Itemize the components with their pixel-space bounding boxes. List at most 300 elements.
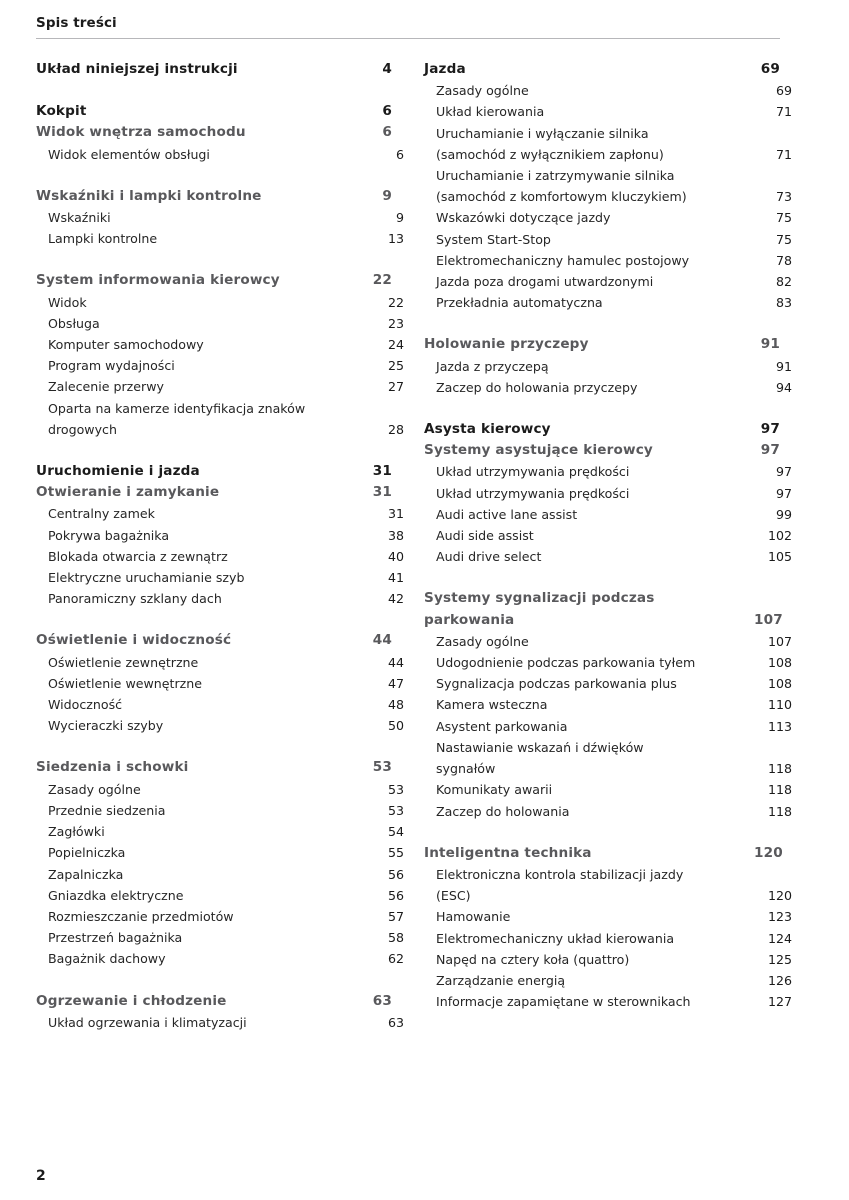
- toc-entry[interactable]: [36, 207, 404, 228]
- toc-entry-text: Siedzenia i schowki: [36, 759, 189, 776]
- dot-leader: [476, 900, 762, 901]
- toc-page-number: 99: [775, 506, 792, 522]
- section-spacer: [36, 440, 392, 461]
- toc-entry[interactable]: [424, 864, 792, 906]
- toc-entry[interactable]: [424, 588, 783, 630]
- toc-entry-text: Wycieraczki szyby: [48, 718, 164, 734]
- toc-page-number: 71: [775, 104, 792, 120]
- toc-entry[interactable]: [424, 928, 792, 949]
- toc-entry[interactable]: [424, 271, 792, 292]
- toc-entry[interactable]: [424, 801, 792, 822]
- dot-leader: [582, 519, 762, 520]
- toc-page-number: 125: [767, 951, 792, 967]
- dot-leader: [146, 794, 374, 795]
- dot-leader: [285, 286, 362, 287]
- toc-page-number: 53: [387, 802, 404, 818]
- toc-entry[interactable]: [424, 991, 792, 1012]
- dot-leader: [224, 497, 362, 498]
- toc-entry-text: Wskazówki dotyczące jazdy: [436, 210, 611, 226]
- toc-entry-text: Hamowanie: [436, 909, 511, 925]
- toc-entry-text: Zasady ogólne: [436, 633, 529, 649]
- toc-page-number: 91: [760, 336, 780, 353]
- toc-entry[interactable]: [424, 843, 783, 864]
- toc-page-number: 4: [382, 61, 392, 77]
- toc-entry[interactable]: [424, 525, 792, 546]
- toc-entry[interactable]: [424, 737, 792, 779]
- toc-page-number: 91: [775, 358, 792, 374]
- dot-leader: [549, 117, 762, 118]
- toc-entry-text: Bagażnik dachowy: [48, 951, 166, 967]
- toc-page-number: 63: [372, 992, 392, 1009]
- toc-page-number: 54: [387, 824, 404, 840]
- dot-leader: [519, 625, 750, 626]
- dot-leader: [251, 138, 362, 139]
- toc-entry[interactable]: [424, 779, 792, 800]
- toc-entry-text: Otwieranie i zamykanie: [36, 484, 220, 501]
- section-spacer: [424, 822, 780, 843]
- dot-leader: [127, 709, 374, 710]
- dot-leader: [546, 561, 762, 562]
- toc-page-number: 47: [387, 675, 404, 691]
- toc-entry-text: Przestrzeń bagażnika: [48, 930, 183, 946]
- toc-entry-text: Elektryczne uruchamianie szyb: [48, 570, 245, 586]
- section-spacer: [424, 313, 780, 334]
- toc-column-right: [424, 59, 792, 1012]
- toc-page-number: 110: [767, 697, 792, 713]
- toc-entry-text: Przednie siedzenia: [48, 802, 166, 818]
- dot-leader: [187, 942, 374, 943]
- dot-leader: [239, 921, 374, 922]
- dot-leader: [91, 116, 362, 117]
- dot-leader: [207, 688, 374, 689]
- toc-page-number: 44: [387, 654, 404, 670]
- toc-page-number: 6: [382, 103, 392, 120]
- dot-leader: [162, 243, 374, 244]
- toc-entry[interactable]: [36, 270, 392, 291]
- toc-entry-text: drogowych: [48, 421, 117, 437]
- dot-leader: [227, 603, 374, 604]
- toc-page-number: 53: [372, 759, 392, 776]
- toc-entry-text: Ogrzewanie i chłodzenie: [36, 992, 227, 1009]
- toc-entry[interactable]: [424, 949, 792, 970]
- toc-entry-text: Systemy asystujące kierowcy: [424, 442, 653, 459]
- toc-entry[interactable]: [424, 461, 792, 482]
- toc-page-number: 40: [387, 548, 404, 564]
- toc-entry[interactable]: [36, 673, 404, 694]
- toc-page-number: 56: [387, 887, 404, 903]
- toc-page-number: 123: [767, 909, 792, 925]
- toc-page-number: 73: [775, 189, 792, 205]
- toc-entry-text: Blokada otwarcia z zewnątrz: [48, 548, 228, 564]
- toc-page-number: 38: [387, 527, 404, 543]
- toc-page-number: 41: [387, 570, 404, 586]
- toc-entry[interactable]: [36, 376, 404, 397]
- toc-entry[interactable]: [36, 503, 404, 524]
- toc-entry-text: Inteligentna technika: [424, 844, 592, 861]
- toc-entry[interactable]: [424, 59, 780, 80]
- toc-entry-text: Systemy sygnalizacji podczas: [424, 590, 655, 607]
- toc-entry-text: Widok: [48, 294, 87, 310]
- toc-entry-text: Układ niniejszej instrukcji: [36, 61, 238, 77]
- toc-entry-text: Obsługa: [48, 315, 100, 331]
- toc-entry[interactable]: [36, 461, 392, 482]
- dot-leader: [243, 74, 362, 75]
- toc-entry[interactable]: [36, 927, 404, 948]
- toc-entry[interactable]: [424, 440, 780, 461]
- toc-entry-text: Kamera wsteczna: [436, 697, 548, 713]
- dot-leader: [130, 858, 374, 859]
- toc-page-number: 97: [775, 464, 792, 480]
- toc-entry[interactable]: [36, 842, 404, 863]
- toc-entry[interactable]: [36, 228, 404, 249]
- toc-entry-text: Asysta kierowcy: [424, 421, 551, 438]
- toc-entry-text: Układ utrzymywania prędkości: [436, 464, 630, 480]
- toc-page-number: 56: [387, 866, 404, 882]
- dot-leader: [608, 307, 762, 308]
- toc-entry-text: Komunikaty awarii: [436, 782, 553, 798]
- toc-entry[interactable]: [424, 101, 792, 122]
- toc-entry-text: Układ ogrzewania i klimatyzacji: [48, 1014, 247, 1030]
- dot-leader: [597, 858, 750, 859]
- dot-leader: [700, 667, 762, 668]
- toc-page-number: 31: [387, 506, 404, 522]
- toc-entry-text: Informacje zapamiętane w sterownikach: [436, 994, 691, 1010]
- toc-entry-text: Jazda: [424, 61, 466, 77]
- toc-entry[interactable]: [36, 398, 404, 440]
- toc-entry[interactable]: [424, 292, 792, 313]
- toc-page-number: 9: [395, 210, 404, 226]
- toc-entry-text: Widok wnętrza samochodu: [36, 124, 246, 141]
- toc-entry-text: System Start-Stop: [436, 231, 551, 247]
- toc-page-number: 127: [767, 994, 792, 1010]
- toc-entry[interactable]: [424, 652, 792, 673]
- toc-entry-text: Gniazdka elektryczne: [48, 887, 184, 903]
- dot-leader: [215, 159, 374, 160]
- header-divider: [36, 38, 780, 39]
- toc-entry-text: Elektromechaniczny układ kierowania: [436, 930, 675, 946]
- dot-leader: [634, 964, 762, 965]
- toc-entry[interactable]: [36, 567, 404, 588]
- dot-leader: [634, 477, 762, 478]
- toc-entry-text: Zasady ogólne: [436, 83, 529, 99]
- dot-leader: [534, 646, 762, 647]
- toc-page-number: 58: [387, 930, 404, 946]
- section-spacer: [36, 609, 392, 630]
- dot-leader: [188, 900, 374, 901]
- toc-page-number: 97: [760, 442, 780, 459]
- toc-page-number: 44: [372, 632, 392, 649]
- dot-leader: [168, 730, 374, 731]
- toc-page-number: 108: [767, 655, 792, 671]
- toc-entry-text: (samochód z wyłącznikiem zapłonu): [436, 146, 664, 162]
- toc-entry-text: Nastawianie wskazań i dźwięków: [436, 739, 644, 755]
- dot-leader: [160, 519, 374, 520]
- toc-entry[interactable]: [36, 59, 392, 80]
- toc-entry[interactable]: [424, 356, 792, 377]
- toc-page-number: 42: [387, 591, 404, 607]
- dot-leader: [252, 1027, 374, 1028]
- toc-entry-text: Centralny zamek: [48, 506, 155, 522]
- toc-entry-text: Pokrywa bagażnika: [48, 527, 170, 543]
- dot-leader: [110, 836, 374, 837]
- page-title: Spis treści: [36, 15, 117, 31]
- dot-leader: [574, 816, 762, 817]
- toc-entry[interactable]: [424, 123, 792, 165]
- toc-page-number: 53: [387, 781, 404, 797]
- toc-entry-text: Audi drive select: [436, 549, 542, 565]
- toc-entry[interactable]: [36, 355, 404, 376]
- toc-entry[interactable]: [36, 144, 404, 165]
- toc-entry-text: Zalecenie przerwy: [48, 379, 164, 395]
- toc-page-number: 120: [754, 844, 783, 861]
- toc-page-number: 102: [767, 528, 792, 544]
- toc-entry[interactable]: [424, 631, 792, 652]
- dot-leader: [696, 1006, 762, 1007]
- toc-entry-text: Lampki kontrolne: [48, 231, 158, 247]
- toc-entry[interactable]: [36, 1012, 404, 1033]
- toc-entry[interactable]: [424, 483, 792, 504]
- toc-entry-text: Program wydajności: [48, 358, 175, 374]
- toc-entry[interactable]: [424, 377, 792, 398]
- toc-page-number: 118: [767, 761, 792, 777]
- dot-leader: [205, 476, 362, 477]
- dot-leader: [572, 731, 762, 732]
- dot-leader: [682, 688, 762, 689]
- toc-entry-text: Zarządzanie energią: [436, 972, 566, 988]
- toc-entry[interactable]: [424, 250, 792, 271]
- toc-entry[interactable]: [424, 694, 792, 715]
- toc-entry-text: Elektroniczna kontrola stabilizacji jazdy: [436, 866, 684, 882]
- toc-entry[interactable]: [424, 229, 792, 250]
- toc-column-left: [36, 59, 404, 1033]
- toc-entry-text: Oświetlenie zewnętrzne: [48, 654, 199, 670]
- toc-entry-text: Jazda z przyczepą: [436, 358, 549, 374]
- toc-entry-text: Napęd na cztery koła (quattro): [436, 951, 630, 967]
- dot-leader: [500, 773, 762, 774]
- toc-page-number: 120: [767, 888, 792, 904]
- dot-leader: [236, 646, 362, 647]
- toc-entry[interactable]: [36, 757, 392, 778]
- dot-leader: [594, 350, 750, 351]
- toc-page-number: 28: [387, 421, 404, 437]
- dot-leader: [209, 349, 374, 350]
- toc-page-number: 6: [395, 146, 404, 162]
- dot-leader: [105, 328, 374, 329]
- toc-entry-text: Holowanie przyczepy: [424, 336, 589, 353]
- toc-page-number: 113: [767, 718, 792, 734]
- toc-page-number: 27: [387, 379, 404, 395]
- toc-entry-text: Zasady ogólne: [48, 781, 141, 797]
- toc-page-number: 97: [775, 485, 792, 501]
- toc-entry[interactable]: [36, 800, 404, 821]
- dot-leader: [267, 201, 362, 202]
- toc-page-number: 48: [387, 697, 404, 713]
- toc-entry-text: Przekładnia automatyczna: [436, 295, 603, 311]
- toc-page-number: 78: [775, 252, 792, 268]
- dot-leader: [570, 985, 762, 986]
- toc-entry[interactable]: [36, 991, 392, 1012]
- toc-page-number: 75: [775, 231, 792, 247]
- dot-leader: [171, 964, 374, 965]
- toc-page-number: 6: [382, 124, 392, 141]
- toc-entry[interactable]: [36, 588, 404, 609]
- toc-entry[interactable]: [36, 292, 404, 313]
- toc-entry-text: Elektromechaniczny hamulec postojowy: [436, 252, 690, 268]
- toc-entry-text: Udogodnienie podczas parkowania tyłem: [436, 655, 696, 671]
- toc-page-number: 69: [760, 61, 780, 77]
- toc-entry-text: Zapalniczka: [48, 866, 124, 882]
- toc-entry-text: Audi side assist: [436, 528, 534, 544]
- toc-page-number: 82: [775, 274, 792, 290]
- section-spacer: [36, 970, 392, 991]
- toc-entry[interactable]: [424, 716, 792, 737]
- dot-leader: [552, 710, 762, 711]
- dot-leader: [116, 222, 374, 223]
- toc-entry-text: Rozmieszczanie przedmiotów: [48, 908, 234, 924]
- toc-entry[interactable]: [36, 864, 404, 885]
- toc-entry-text: Zaczep do holowania: [436, 803, 570, 819]
- toc-entry[interactable]: [424, 970, 792, 991]
- toc-entry[interactable]: [424, 207, 792, 228]
- toc-entry-text: Jazda poza drogami utwardzonymi: [436, 274, 654, 290]
- toc-entry[interactable]: [36, 885, 404, 906]
- dot-leader: [92, 307, 374, 308]
- toc-page-number: 25: [387, 358, 404, 374]
- toc-page-number: 118: [767, 782, 792, 798]
- toc-entry[interactable]: [36, 186, 392, 207]
- toc-page-number: 105: [767, 549, 792, 565]
- toc-entry[interactable]: [36, 101, 392, 122]
- section-spacer: [36, 80, 392, 101]
- toc-entry-text: Kokpit: [36, 103, 87, 120]
- toc-entry[interactable]: [36, 821, 404, 842]
- toc-page-number: 22: [372, 272, 392, 289]
- toc-entry[interactable]: [36, 779, 404, 800]
- toc-entry[interactable]: [424, 80, 792, 101]
- dot-leader: [233, 561, 374, 562]
- dot-leader: [515, 922, 762, 923]
- toc-entry-text: (samochód z komfortowym kluczykiem): [436, 189, 687, 205]
- toc-entry[interactable]: [36, 630, 392, 651]
- toc-entry-text: Asystent parkowania: [436, 718, 568, 734]
- dot-leader: [122, 434, 374, 435]
- toc-entry[interactable]: [424, 504, 792, 525]
- toc-entry[interactable]: [424, 673, 792, 694]
- toc-page-number: 9: [382, 187, 392, 204]
- toc-entry[interactable]: [36, 906, 404, 927]
- toc-entry-text: Oparta na kamerze identyfikacja znaków: [48, 400, 306, 416]
- toc-page-number: 108: [767, 676, 792, 692]
- toc-page-number: 107: [754, 611, 783, 628]
- dot-leader: [556, 434, 750, 435]
- dot-leader: [171, 815, 375, 816]
- dot-leader: [128, 879, 374, 880]
- dot-leader: [556, 244, 762, 245]
- dot-leader: [554, 371, 762, 372]
- toc-page-number: 126: [767, 972, 792, 988]
- section-spacer: [36, 249, 392, 270]
- toc-entry[interactable]: [36, 313, 404, 334]
- toc-entry-text: Zaczep do holowania przyczepy: [436, 379, 638, 395]
- toc-page-number: 55: [387, 845, 404, 861]
- toc-entry[interactable]: [36, 334, 404, 355]
- section-spacer: [36, 736, 392, 757]
- toc-page-number: 107: [767, 633, 792, 649]
- toc-page-number: 22: [387, 294, 404, 310]
- toc-entry-text: Wskaźniki: [48, 210, 111, 226]
- toc-entry[interactable]: [36, 482, 392, 503]
- toc-entry-text: Oświetlenie i widoczność: [36, 632, 232, 649]
- page-number: 2: [36, 1168, 46, 1184]
- toc-entry-text: Uruchomienie i jazda: [36, 463, 200, 480]
- toc-entry[interactable]: [36, 525, 404, 546]
- toc-page-number: 50: [387, 718, 404, 734]
- dot-leader: [679, 943, 762, 944]
- toc-entry[interactable]: [36, 546, 404, 567]
- toc-page-number: 31: [372, 484, 392, 501]
- toc-page-number: 97: [760, 421, 780, 438]
- dot-leader: [232, 1006, 362, 1007]
- toc-page-number: 75: [775, 210, 792, 226]
- dot-leader: [249, 582, 374, 583]
- toc-entry[interactable]: [424, 419, 780, 440]
- section-spacer: [424, 398, 780, 419]
- dot-leader: [642, 392, 762, 393]
- toc-page-number: 62: [387, 951, 404, 967]
- dot-leader: [557, 795, 762, 796]
- toc-entry-text: Uruchamianie i wyłączanie silnika: [436, 125, 649, 141]
- toc-entry-text: Uruchamianie i zatrzymywanie silnika: [436, 168, 675, 184]
- toc-page-number: 118: [767, 803, 792, 819]
- toc-entry[interactable]: [36, 694, 404, 715]
- toc-entry-text: sygnałów: [436, 761, 496, 777]
- toc-entry-text: Wskaźniki i lampki kontrolne: [36, 187, 262, 204]
- dot-leader: [539, 540, 762, 541]
- toc-page-number: 23: [387, 315, 404, 331]
- toc-entry-text: Audi active lane assist: [436, 506, 578, 522]
- toc-page-number: 57: [387, 908, 404, 924]
- toc-entry-text: Sygnalizacja podczas parkowania plus: [436, 676, 677, 692]
- dot-leader: [634, 498, 762, 499]
- section-spacer: [424, 567, 780, 588]
- dot-leader: [174, 540, 374, 541]
- toc-entry[interactable]: [36, 122, 392, 143]
- dot-leader: [203, 667, 374, 668]
- toc-entry-text: Panoramiczny szklany dach: [48, 591, 222, 607]
- toc-entry-text: Popielniczka: [48, 845, 126, 861]
- dot-leader: [669, 159, 762, 160]
- dot-leader: [169, 392, 374, 393]
- toc-entry-text: Układ kierowania: [436, 104, 545, 120]
- toc-entry-text: Widoczność: [48, 697, 123, 713]
- toc-entry[interactable]: [424, 906, 792, 927]
- toc-entry-text: System informowania kierowcy: [36, 272, 280, 289]
- toc-entry[interactable]: [36, 948, 404, 969]
- page-header: [36, 14, 780, 39]
- toc-entry[interactable]: [424, 165, 792, 207]
- toc-entry[interactable]: [424, 546, 792, 567]
- toc-entry[interactable]: [424, 334, 780, 355]
- toc-entry[interactable]: [36, 652, 404, 673]
- dot-leader: [694, 265, 762, 266]
- toc-entry-text: parkowania: [424, 611, 515, 628]
- dot-leader: [180, 370, 374, 371]
- toc-page-number: 13: [387, 231, 404, 247]
- dot-leader: [616, 223, 762, 224]
- toc-page-number: 94: [775, 379, 792, 395]
- toc-entry[interactable]: [36, 715, 404, 736]
- toc-entry-text: Widok elementów obsługi: [48, 146, 210, 162]
